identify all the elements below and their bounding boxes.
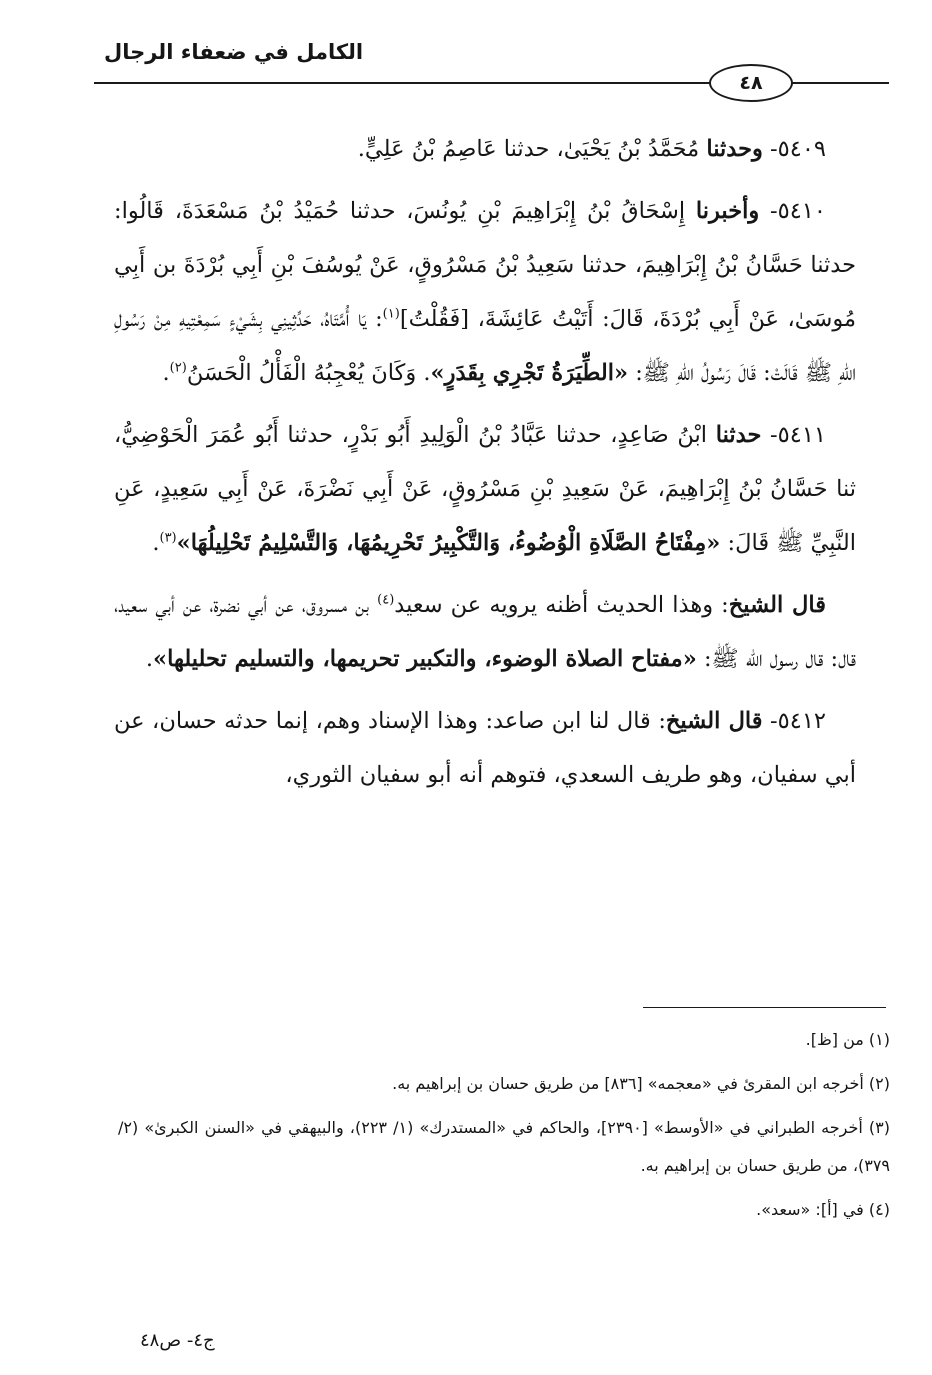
hadith-5409: [114, 122, 856, 176]
narration-lead: وحدثنا: [706, 136, 763, 162]
book-title: الكامل في ضعفاء الرجال: [104, 40, 364, 64]
sheikh-comment: [114, 578, 856, 686]
hadith-5410: [114, 184, 856, 400]
footnote-3: (٣) أخرجه الطبراني في «الأوسط» [٢٣٩٠]، والحاكم في «المستدرك» (١/ ٢٢٣)، والبيهقي في «السنن الكبرىٰ» (٢/ ٣٧٩)، من طريق حسان بن إبراهيم به.: [118, 1118, 890, 1175]
hadith-number: ٥٤١٠-: [770, 198, 826, 224]
page-number-badge: [709, 64, 793, 102]
narration-lead: حدثنا: [715, 422, 762, 448]
main-text: [114, 122, 856, 810]
hadith-text: . وَكَانَ يُعْجِبُهُ الْفَأْلُ الْحَسَنُ: [186, 360, 431, 386]
hadith-number: ٥٤١١-: [770, 422, 826, 448]
comment-text: : وهذا الحديث أظنه يرويه عن سعيد: [394, 592, 729, 618]
hadith-5411: [114, 408, 856, 570]
hadith-5412: [114, 694, 856, 802]
narration-lead: قال الشيخ: [665, 708, 763, 734]
comment-text: : قال لنا ابن صاعد: وهذا الإسناد وهم، إنما حدثه حسان، عن أبي سفيان، وهو طريف السعدي، فتوهم أنه أبو سفيان الثوري،: [114, 708, 856, 788]
footnote-ref: (٤): [377, 592, 395, 608]
hadith-quote: «مفتاح الصلاة الوضوء، والتكبير تحريمها، والتسليم تحليلها»: [153, 646, 697, 672]
narration-lead: قال الشيخ: [728, 592, 826, 618]
punctuation: .: [162, 360, 170, 386]
footnote-2: (٢) أخرجه ابن المقرئ في «معجمه» [٨٣٦] من طريق حسان بن إبراهيم به.: [392, 1074, 890, 1093]
hadith-number: ٥٤٠٩-: [770, 136, 826, 162]
page-number: ٤٨: [739, 72, 763, 94]
footnote-ref: (٢): [169, 360, 187, 376]
hadith-number: ٥٤١٢-: [770, 708, 826, 734]
punctuation: .: [152, 530, 160, 556]
hadith-quote: «الطِّيَرَةُ تَجْرِي بِقَدَرٍ»: [430, 360, 629, 386]
footnote-1: (١) من [ظ].: [805, 1030, 890, 1049]
hadith-quote: «مِفْتَاحُ الصَّلَاةِ الْوُضُوءُ، وَالتَّكْبِيرُ تَحْرِيمُهَا، وَالتَّسْلِيمُ تَحْلِيلُهَا»: [176, 530, 721, 556]
hadith-text: ابْنُ صَاعِدٍ، حدثنا عَبَّادُ بْنُ الْوَلِيدِ أَبُو بَدْرٍ، حدثنا أَبُو عُمَرَ الْحَوْضِيُّ، ثنا حَسَّانُ بْنُ إِبْرَاهِيمَ، عَنْ سَعِيدِ بْنِ مَسْرُوقٍ، عَنْ أَبِي نَضْرَةَ، عَنْ أَبِي سَعِيدٍ، عَنِ النَّبِيِّ ﷺ قَالَ:: [114, 422, 856, 556]
volume-page-reference: ج٤- ص٤٨: [140, 1330, 215, 1351]
footnote-separator: [643, 1007, 886, 1008]
footnote-4: (٤) في [أ]: «سعد».: [756, 1200, 890, 1219]
footnote-ref: (٣): [159, 530, 177, 546]
footnote-ref: (١): [382, 306, 400, 322]
footnotes: [118, 1021, 890, 1235]
hadith-text: : يَا أُمَّتَاهُ، حَدِّثِينِي بِشَيْءٍ سَمِعْتِيهِ مِنْ رَسُولِ اللهِ ﷺ قَالَتْ: قَالَ رَسُولُ اللهِ ﷺ:: [114, 306, 856, 386]
punctuation: .: [145, 646, 154, 672]
narration-lead: وأخبرنا: [695, 198, 760, 224]
comment-text: بن مسروق، عن أبي نضرة، عن أبي سعيد، قال: قال رسول الله ﷺ:: [114, 592, 856, 672]
hadith-text: إِسْحَاقُ بْنُ إِبْرَاهِيمَ بْنِ يُونُسَ، حدثنا حُمَيْدُ بْنُ مَسْعَدَةَ، قَالُوا: حدثنا حَسَّانُ بْنُ إِبْرَاهِيمَ، حدثنا سَعِيدُ بْنُ مَسْرُوقٍ، عَنْ يُوسُفَ بْنِ أَبِي بُرْدَةَ بن أَبِي مُوسَىٰ، عَنْ أَبِي بُرْدَةَ، قَالَ: أَتَيْتُ عَائِشَةَ، [فَقُلْتُ]: [114, 198, 856, 332]
hadith-text: مُحَمَّدُ بْنُ يَحْيَىٰ، حدثنا عَاصِمُ بْنُ عَلِيٍّ.: [357, 136, 700, 162]
